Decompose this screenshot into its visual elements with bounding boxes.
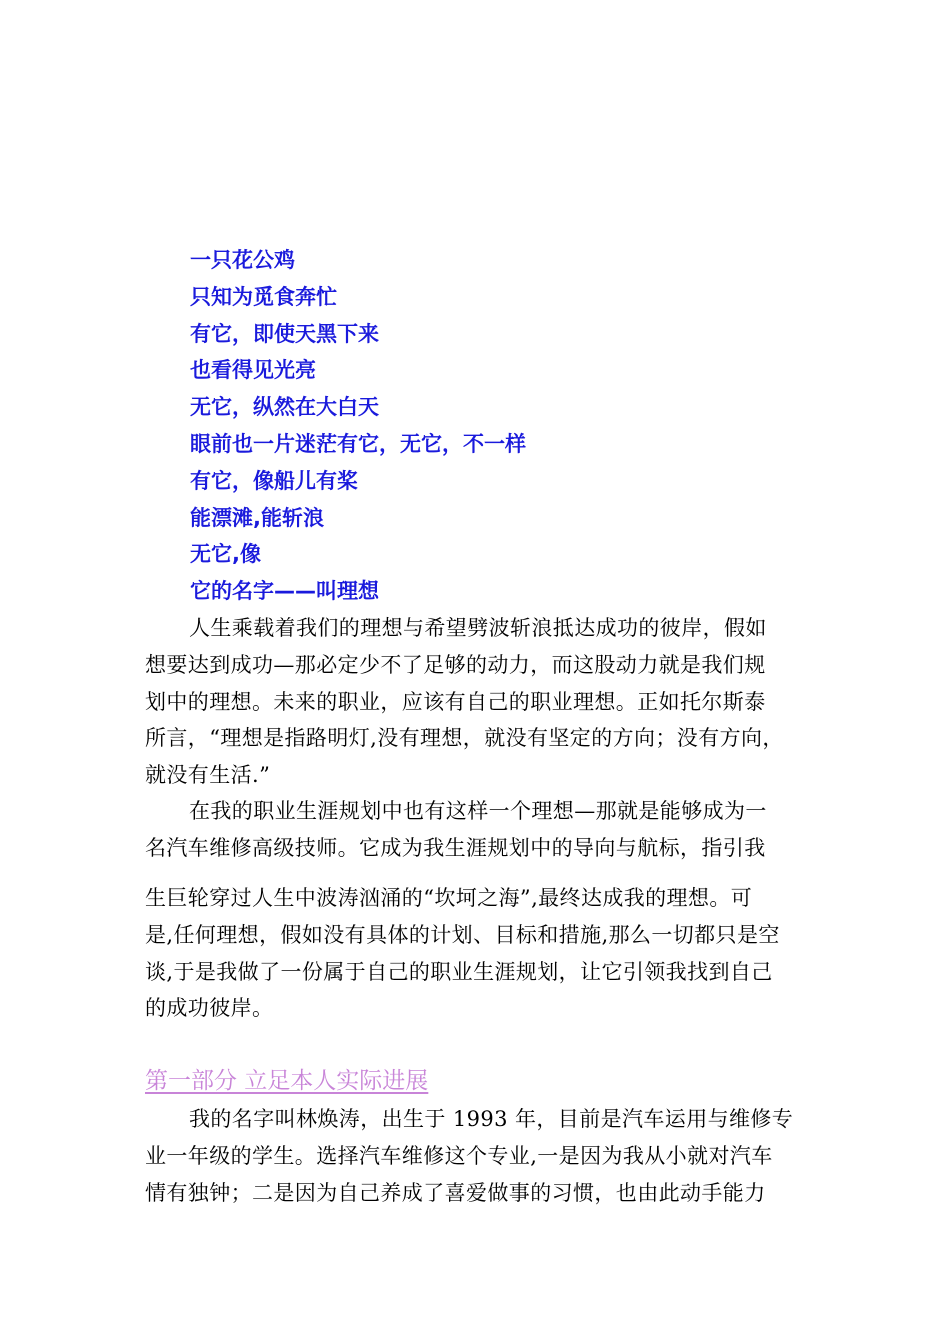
paragraph-line: 的成功彼岸。: [145, 996, 274, 1021]
poem-line: 也看得见光亮: [190, 358, 316, 383]
poem-line: 无它，纵然在大白天: [190, 395, 379, 420]
paragraph-line: 我的名字叫林焕涛，出生于 1993 年，目前是汽车运用与维修专: [189, 1107, 794, 1131]
paragraph-line: 在我的职业生涯规划中也有这样一个理想—那就是能够成为一: [189, 799, 767, 823]
section-heading[interactable]: 第一部分 立足本人实际进展: [145, 1068, 429, 1094]
paragraph-line: 谈,于是我做了一份属于自己的职业生涯规划，让它引领我找到自己: [145, 959, 773, 984]
paragraph-line: 名汽车维修高级技师。它成为我生涯规划中的导向与航标，指引我: [145, 835, 766, 860]
paragraph-ideal-intro: [145, 610, 815, 794]
poem-line: 无它,像: [190, 542, 261, 567]
paragraph-line: 划中的理想。未来的职业，应该有自己的职业理想。正如托尔斯泰: [145, 689, 766, 714]
paragraph-line: 业一年级的学生。选择汽车维修这个专业,一是因为我从小就对汽车: [145, 1143, 773, 1168]
paragraph-line: 就没有生活.”: [145, 763, 271, 788]
paragraph-line: 人生乘载着我们的理想与希望劈波斩浪抵达成功的彼岸，假如: [189, 616, 767, 640]
poem-line: 只知为觅食奔忙: [190, 284, 337, 309]
poem-line: 一只花公鸡: [190, 248, 295, 272]
paragraph-line: 所言，“理想是指路明灯,没有理想，就没有坚定的方向；没有方向，: [145, 726, 784, 751]
poem-line: 有它，即使天黑下来: [190, 321, 379, 346]
poem-line: 有它，像船儿有桨: [190, 468, 358, 493]
poem-line: 眼前也一片迷茫有它，无它，不一样: [190, 431, 526, 456]
paragraph-line: 生巨轮穿过人生中波涛汹涌的“坎坷之海”,最终达成我的理想。可: [145, 886, 753, 910]
poem: [190, 242, 526, 610]
poem-line: 能漂滩,能斩浪: [190, 505, 324, 530]
paragraph-career-ideal-top: [145, 793, 815, 867]
paragraph-line: 是,任何理想，假如没有具体的计划、目标和措施,那么一切都只是空: [145, 922, 780, 947]
section-paragraph: [145, 1101, 815, 1211]
poem-line: 它的名字——叫理想: [190, 579, 379, 604]
paragraph-line: 情有独钟；二是因为自己养成了喜爱做事的习惯，也由此动手能力: [145, 1180, 766, 1205]
paragraph-line: 想要达到成功—那必定少不了足够的动力，而这股动力就是我们规: [145, 652, 766, 677]
paragraph-career-ideal-bottom: [145, 880, 815, 1027]
